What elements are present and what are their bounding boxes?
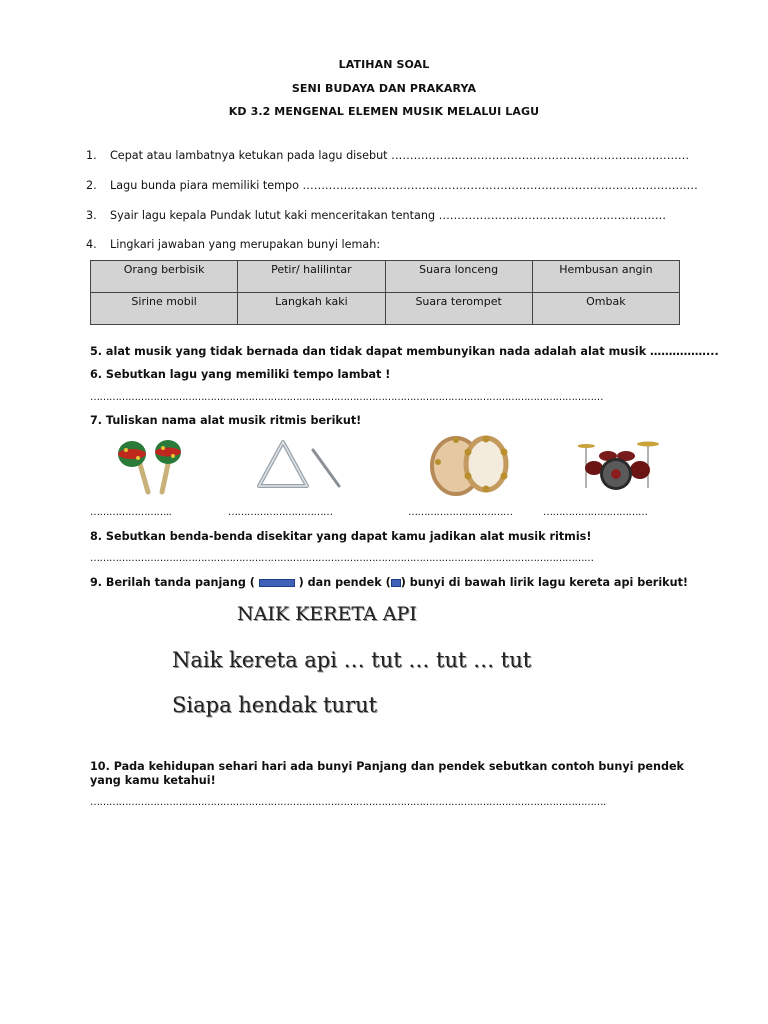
answer-line-q6[interactable]: ……………………………………………………………………………………………………………………………………………… (90, 392, 603, 403)
answer-line-q7b[interactable]: …………………………… (228, 507, 333, 518)
long-mark-icon (259, 579, 295, 587)
triangle-icon (255, 438, 345, 494)
question-text: Lagu bunda piara memiliki tempo ……………………………………………………………………………………………. (110, 179, 698, 192)
tambourine-icon (428, 432, 512, 498)
question-9 (90, 576, 688, 589)
short-mark-icon (391, 579, 401, 587)
table-cell[interactable]: Hembusan angin (532, 261, 679, 293)
table-cell[interactable]: Ombak (532, 293, 679, 325)
table-row (91, 293, 680, 325)
question-number: 1. (86, 149, 97, 162)
table-cell[interactable]: Langkah kaki (238, 293, 385, 325)
worksheet-title: LATIHAN SOAL (338, 58, 430, 71)
question-10-line-2: yang kamu ketahui! (90, 774, 216, 787)
question-3 (86, 209, 666, 222)
table-cell[interactable]: Suara lonceng (385, 261, 532, 293)
maracas-icon (110, 436, 190, 498)
question-8: 8. Sebutkan benda-benda disekitar yang dapat kamu jadikan alat musik ritmis! (90, 530, 592, 543)
answer-line-q7c[interactable]: …………………………… (408, 507, 513, 518)
question-5: 5. alat musik yang tidak bernada dan tidak dapat membunyikan nada adalah alat musik ……………... (90, 345, 719, 358)
question-text: Cepat atau lambatnya ketukan pada lagu disebut ………………………………………………………..…………… (110, 149, 690, 162)
question-number: 2. (86, 179, 97, 192)
question-text: Lingkari jawaban yang merupakan bunyi lemah: (110, 238, 381, 251)
table-cell[interactable]: Petir/ halilintar (238, 261, 385, 293)
question-9-mid: ) dan pendek ( (298, 576, 391, 589)
song-title: NAIK KERETA API (237, 603, 417, 625)
question-number: 4. (86, 238, 97, 251)
question-6: 6. Sebutkan lagu yang memiliki tempo lambat ! (90, 368, 391, 381)
question-1 (86, 149, 689, 162)
sound-options-table (90, 260, 680, 325)
table-row (91, 261, 680, 293)
question-2 (86, 179, 698, 192)
answer-line-q7d[interactable]: …………………………… (543, 507, 648, 518)
question-number: 3. (86, 209, 97, 222)
question-7: 7. Tuliskan nama alat musik ritmis berikut! (90, 414, 362, 427)
song-lyric-line-1: Naik kereta api … tut … tut … tut (172, 648, 532, 672)
table-cell[interactable]: Suara terompet (385, 293, 532, 325)
drum-set-icon (578, 438, 662, 494)
question-10-line-1: 10. Pada kehidupan sehari hari ada bunyi Panjang dan pendek sebutkan contoh bunyi pendek (90, 760, 684, 773)
answer-line-q10[interactable]: ………………………………………………………………………………………………………………………………………………. (90, 797, 606, 808)
question-4 (86, 238, 380, 251)
subject-title: SENI BUDAYA DAN PRAKARYA (291, 82, 477, 95)
question-text: Syair lagu kepala Pundak lutut kaki menceritakan tentang ……………………………………………………. (110, 209, 666, 222)
question-9-prefix: 9. Berilah tanda panjang ( (90, 576, 255, 589)
answer-line-q7a[interactable]: …………………….. (90, 507, 172, 518)
question-9-suffix: ) bunyi di bawah lirik lagu kereta api berikut! (400, 576, 689, 589)
topic-title: KD 3.2 MENGENAL ELEMEN MUSIK MELALUI LAGU (228, 105, 540, 118)
table-cell[interactable]: Sirine mobil (91, 293, 238, 325)
song-lyric-line-2: Siapa hendak turut (172, 693, 378, 717)
answer-line-q8[interactable]: …………………………………………………………………………………………………………………………………………… (90, 553, 594, 564)
table-cell[interactable]: Orang berbisik (91, 261, 238, 293)
